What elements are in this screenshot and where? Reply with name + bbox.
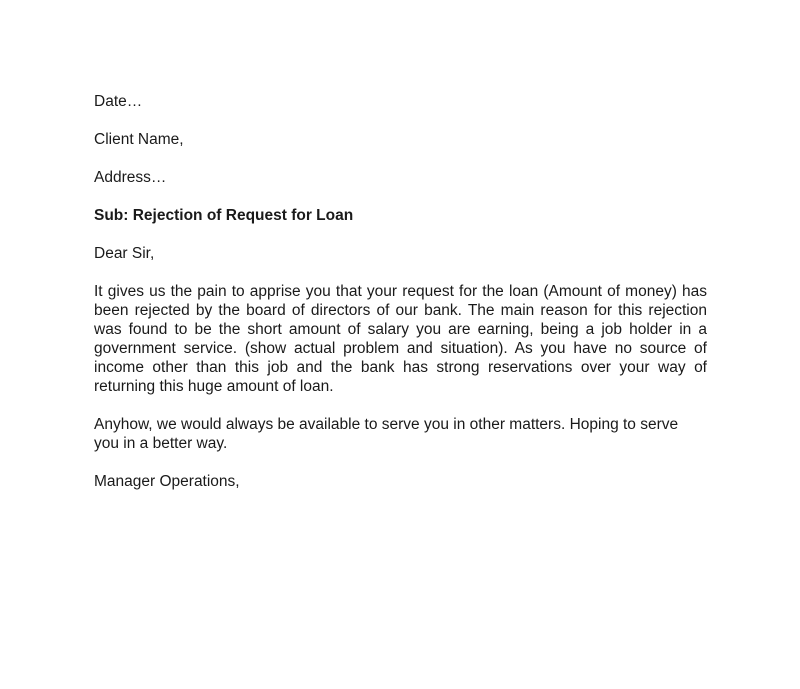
paragraph-rejection-reason: It gives us the pain to apprise you that your request for the loan (Amount of money) has been rejected by the board of directors of our bank. The main reason for this rejection was found to be the short amount of salary you are earning, being a job holder in a government service. (show actual problem and situation). As you have no source of income other than this job and the bank has strong reservations over your way of returning this huge amount of loan.: [94, 283, 707, 395]
signoff: Manager Operations,: [94, 473, 240, 490]
salutation: Dear Sir,: [94, 245, 155, 262]
date-line: Date…: [94, 93, 143, 110]
letter-body: [94, 92, 707, 510]
client-name-line: Client Name,: [94, 131, 184, 148]
paragraph-closing: Anyhow, we would always be available to serve you in other matters. Hoping to serve you in a better way.: [94, 416, 679, 452]
address-line: Address…: [94, 169, 167, 186]
subject-line: Sub: Rejection of Request for Loan: [94, 207, 354, 224]
